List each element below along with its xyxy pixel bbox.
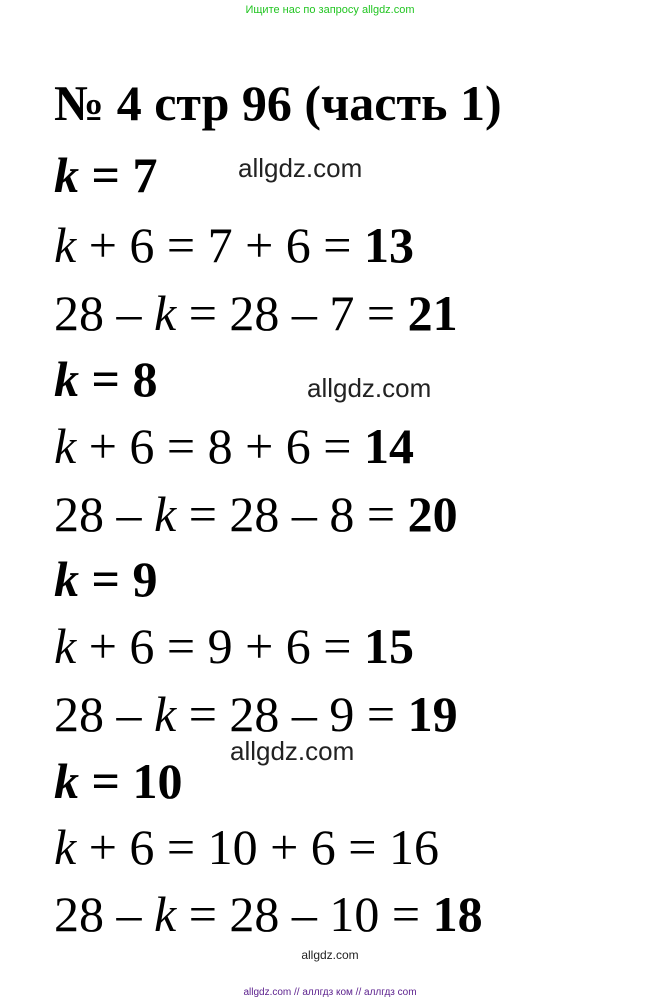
diff-expression: = 28 – 9 = — [176, 686, 408, 742]
sum-expression: + 6 = 8 + 6 = — [76, 418, 364, 474]
diff-prefix: 28 – — [54, 686, 154, 742]
block-3-diff-line — [54, 686, 458, 742]
top-banner: Ищите нас по запросу allgdz.com — [245, 4, 415, 16]
sum-result: 14 — [364, 418, 414, 474]
sum-expression: + 6 = 9 + 6 = — [76, 618, 364, 674]
block-4-sum-line — [54, 819, 439, 875]
header-value: = 10 — [79, 753, 183, 809]
variable: k — [154, 686, 177, 742]
block-2-diff-line — [54, 486, 458, 542]
sum-result: 13 — [364, 217, 414, 273]
variable: k — [54, 551, 79, 607]
variable: k — [154, 886, 177, 942]
page-title: № 4 стр 96 (часть 1) — [54, 75, 502, 131]
block-3-sum-line — [54, 618, 414, 674]
diff-expression: = 28 – 8 = — [176, 486, 408, 542]
diff-prefix: 28 – — [54, 285, 154, 341]
diff-result: 19 — [407, 686, 458, 742]
block-4-diff-line — [54, 886, 483, 942]
sum-result: 15 — [364, 618, 414, 674]
diff-result: 21 — [407, 285, 458, 341]
block-4-header — [54, 753, 183, 809]
variable: k — [54, 618, 77, 674]
watermark: allgdz.com — [230, 736, 355, 766]
block-1-diff-line — [54, 285, 458, 341]
block-2-header — [54, 351, 158, 407]
watermark: allgdz.com — [301, 948, 359, 962]
variable: k — [54, 351, 79, 407]
watermark: allgdz.com — [238, 153, 363, 183]
block-2-sum-line — [54, 418, 414, 474]
diff-prefix: 28 – — [54, 486, 154, 542]
footer-links: allgdz.com // аллгдз ком // аллгдз com — [243, 987, 417, 998]
sum-expression: + 6 = 7 + 6 = — [76, 217, 364, 273]
block-1-header — [54, 147, 158, 203]
diff-expression: = 28 – 10 = — [176, 886, 433, 942]
variable: k — [54, 147, 79, 203]
block-1-sum-line — [54, 217, 414, 273]
variable: k — [54, 217, 77, 273]
watermark: allgdz.com — [307, 373, 432, 403]
diff-result: 18 — [432, 886, 483, 942]
header-value: = 7 — [79, 147, 158, 203]
variable: k — [154, 486, 177, 542]
variable: k — [154, 285, 177, 341]
variable: k — [54, 819, 77, 875]
header-value: = 8 — [79, 351, 158, 407]
diff-expression: = 28 – 7 = — [176, 285, 408, 341]
diff-result: 20 — [407, 486, 458, 542]
diff-prefix: 28 – — [54, 886, 154, 942]
header-value: = 9 — [79, 551, 158, 607]
block-3-header — [54, 551, 158, 607]
variable: k — [54, 418, 77, 474]
sum-expression: + 6 = 10 + 6 = 16 — [76, 819, 439, 875]
variable: k — [54, 753, 79, 809]
